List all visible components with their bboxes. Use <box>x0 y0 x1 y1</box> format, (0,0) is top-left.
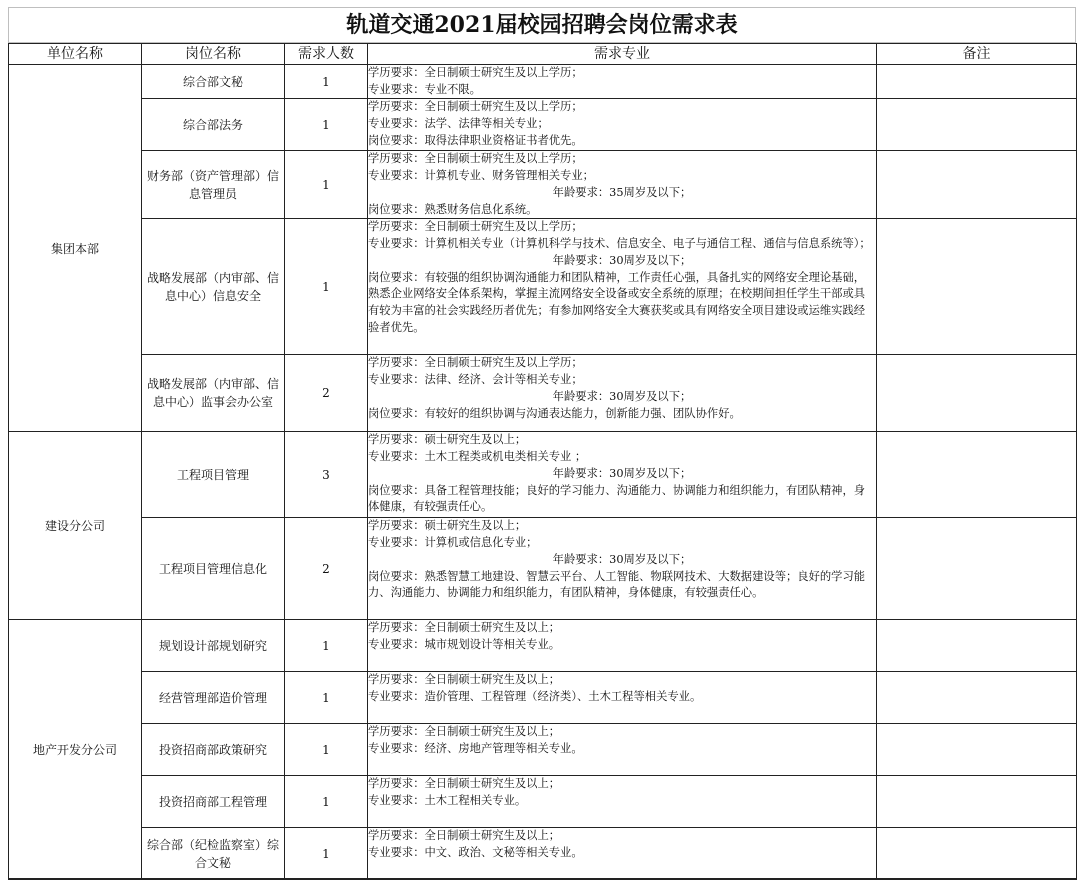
req-line: 岗位要求：具备工程管理技能；良好的学习能力、沟通能力、协调能力和组织能力，有团队精神，身体健康，有较强责任心。 <box>368 483 866 514</box>
header-unit: 单位名称 <box>9 44 142 65</box>
note-cell <box>877 219 1077 355</box>
bottom-border <box>8 878 1076 879</box>
req-line: 学历要求：全日制硕士研究生及以上； <box>368 777 561 791</box>
req-line: 学历要求：硕士研究生及以上； <box>368 519 527 533</box>
table-row <box>9 620 1077 672</box>
req-cell <box>368 518 877 620</box>
req-cell <box>368 432 877 518</box>
req-line: 专业要求：土木工程相关专业。 <box>368 794 527 808</box>
req-line: 岗位要求：有较好的组织协调与沟通表达能力，创新能力强、团队协作好。 <box>368 406 741 420</box>
req-cell <box>368 219 877 355</box>
req-line: 学历要求：全日制硕士研究生及以上学历； <box>368 152 583 166</box>
num-cell: 1 <box>285 65 368 99</box>
req-line: 岗位要求：有较强的组织协调沟通能力和团队精神，工作责任心强，具备扎实的网络安全理论基础，熟悉企业网络安全体系架构，掌握主流网络安全设备或安全系统的原理；在校期间担任学生干部或具有较为丰富的社会实践经历者优先；有参加网络安全大赛获奖或具有网络安全项目建设或运维实践经验者优先。 <box>368 270 866 334</box>
req-line: 专业要求：计算机专业、财务管理相关专业； <box>368 169 594 183</box>
req-line: 年龄要求：30周岁及以下； <box>552 253 692 267</box>
table-row <box>9 432 1077 518</box>
req-line: 专业要求：法学、法律等相关专业； <box>368 117 549 131</box>
post-cell: 工程项目管理 <box>142 432 285 518</box>
note-cell <box>877 724 1077 776</box>
post-cell: 投资招商部政策研究 <box>142 724 285 776</box>
table-row <box>9 672 1077 724</box>
req-line: 学历要求：全日制硕士研究生及以上； <box>368 725 561 739</box>
table-row <box>9 828 1077 880</box>
num-cell: 3 <box>285 432 368 518</box>
table-row <box>9 65 1077 99</box>
num-cell: 1 <box>285 672 368 724</box>
req-line: 年龄要求：30周岁及以下； <box>552 552 692 566</box>
table-row <box>9 151 1077 219</box>
header-num: 需求人数 <box>285 44 368 65</box>
header-post: 岗位名称 <box>142 44 285 65</box>
num-cell: 1 <box>285 776 368 828</box>
post-cell: 综合部法务 <box>142 99 285 151</box>
post-cell: 投资招商部工程管理 <box>142 776 285 828</box>
req-line: 专业要求：中文、政治、文秘等相关专业。 <box>368 846 583 860</box>
req-line: 学历要求：全日制硕士研究生及以上； <box>368 673 561 687</box>
req-line: 学历要求：全日制硕士研究生及以上学历； <box>368 356 583 370</box>
req-line: 学历要求：全日制硕士研究生及以上学历； <box>368 66 583 79</box>
num-cell: 1 <box>285 828 368 880</box>
note-cell <box>877 65 1077 99</box>
req-cell <box>368 776 877 828</box>
header-row <box>9 44 1077 65</box>
note-cell <box>877 828 1077 880</box>
note-cell <box>877 99 1077 151</box>
post-cell: 规划设计部规划研究 <box>142 620 285 672</box>
table-row <box>9 355 1077 432</box>
post-cell: 经营管理部造价管理 <box>142 672 285 724</box>
req-line: 学历要求：全日制硕士研究生及以上； <box>368 621 561 635</box>
table-row <box>9 99 1077 151</box>
req-cell <box>368 65 877 99</box>
note-cell <box>877 620 1077 672</box>
table-row <box>9 724 1077 776</box>
recruitment-table <box>8 43 1077 880</box>
req-line: 年龄要求：30周岁及以下； <box>552 466 692 480</box>
post-cell: 财务部（资产管理部）信息管理员 <box>142 151 285 219</box>
num-cell: 1 <box>285 620 368 672</box>
req-line: 学历要求：全日制硕士研究生及以上学历； <box>368 220 583 234</box>
table-row <box>9 776 1077 828</box>
unit-cell: 地产开发分公司 <box>9 620 142 880</box>
req-cell <box>368 620 877 672</box>
req-line: 学历要求：全日制硕士研究生及以上学历； <box>368 100 583 114</box>
post-cell: 战略发展部（内审部、信息中心）信息安全 <box>142 219 285 355</box>
req-line: 专业要求：造价管理、工程管理（经济类）、土木工程等相关专业。 <box>368 690 702 704</box>
req-cell <box>368 355 877 432</box>
req-cell <box>368 724 877 776</box>
req-line: 专业要求：城市规划设计等相关专业。 <box>368 638 561 652</box>
post-cell: 工程项目管理信息化 <box>142 518 285 620</box>
note-cell <box>877 776 1077 828</box>
post-cell: 战略发展部（内审部、信息中心）监事会办公室 <box>142 355 285 432</box>
post-cell: 综合部（纪检监察室）综合文秘 <box>142 828 285 880</box>
req-line: 年龄要求：35周岁及以下； <box>552 185 692 199</box>
note-cell <box>877 518 1077 620</box>
num-cell: 1 <box>285 151 368 219</box>
req-line: 学历要求：硕士研究生及以上； <box>368 433 527 447</box>
header-req: 需求专业 <box>368 44 877 65</box>
num-cell: 1 <box>285 99 368 151</box>
header-note: 备注 <box>877 44 1077 65</box>
req-line: 专业要求：计算机相关专业（计算机科学与技术、信息安全、电子与通信工程、通信与信息系统等）； <box>368 237 871 251</box>
num-cell: 1 <box>285 724 368 776</box>
req-cell <box>368 828 877 880</box>
req-line: 学历要求：全日制硕士研究生及以上； <box>368 829 561 843</box>
req-cell <box>368 151 877 219</box>
note-cell <box>877 355 1077 432</box>
req-cell <box>368 672 877 724</box>
req-line: 专业要求：经济、房地产管理等相关专业。 <box>368 742 583 756</box>
note-cell <box>877 672 1077 724</box>
table-row <box>9 518 1077 620</box>
sheet-title: 轨道交通2021届校园招聘会岗位需求表 <box>8 7 1076 43</box>
req-line: 岗位要求：熟悉财务信息化系统。 <box>368 202 538 216</box>
req-line: 专业要求：专业不限。 <box>368 82 481 96</box>
num-cell: 1 <box>285 219 368 355</box>
req-cell <box>368 99 877 151</box>
req-line: 专业要求：土木工程类或机电类相关专业 ； <box>368 450 587 464</box>
note-cell <box>877 151 1077 219</box>
table-row <box>9 219 1077 355</box>
unit-cell: 集团本部 <box>9 65 142 432</box>
post-cell: 综合部文秘 <box>142 65 285 99</box>
num-cell: 2 <box>285 518 368 620</box>
req-line: 专业要求：计算机或信息化专业； <box>368 536 538 550</box>
req-line: 专业要求：法律、经济、会计等相关专业； <box>368 373 583 387</box>
unit-cell: 建设分公司 <box>9 432 142 620</box>
note-cell <box>877 432 1077 518</box>
req-line: 岗位要求：取得法律职业资格证书者优先。 <box>368 133 583 147</box>
num-cell: 2 <box>285 355 368 432</box>
req-line: 岗位要求：熟悉智慧工地建设、智慧云平台、人工智能、物联网技术、大数据建设等；良好的学习能力、沟通能力、协调能力和组织能力，有团队精神，身体健康，有较强责任心。 <box>368 569 866 600</box>
req-line: 年龄要求：30周岁及以下； <box>552 389 692 403</box>
